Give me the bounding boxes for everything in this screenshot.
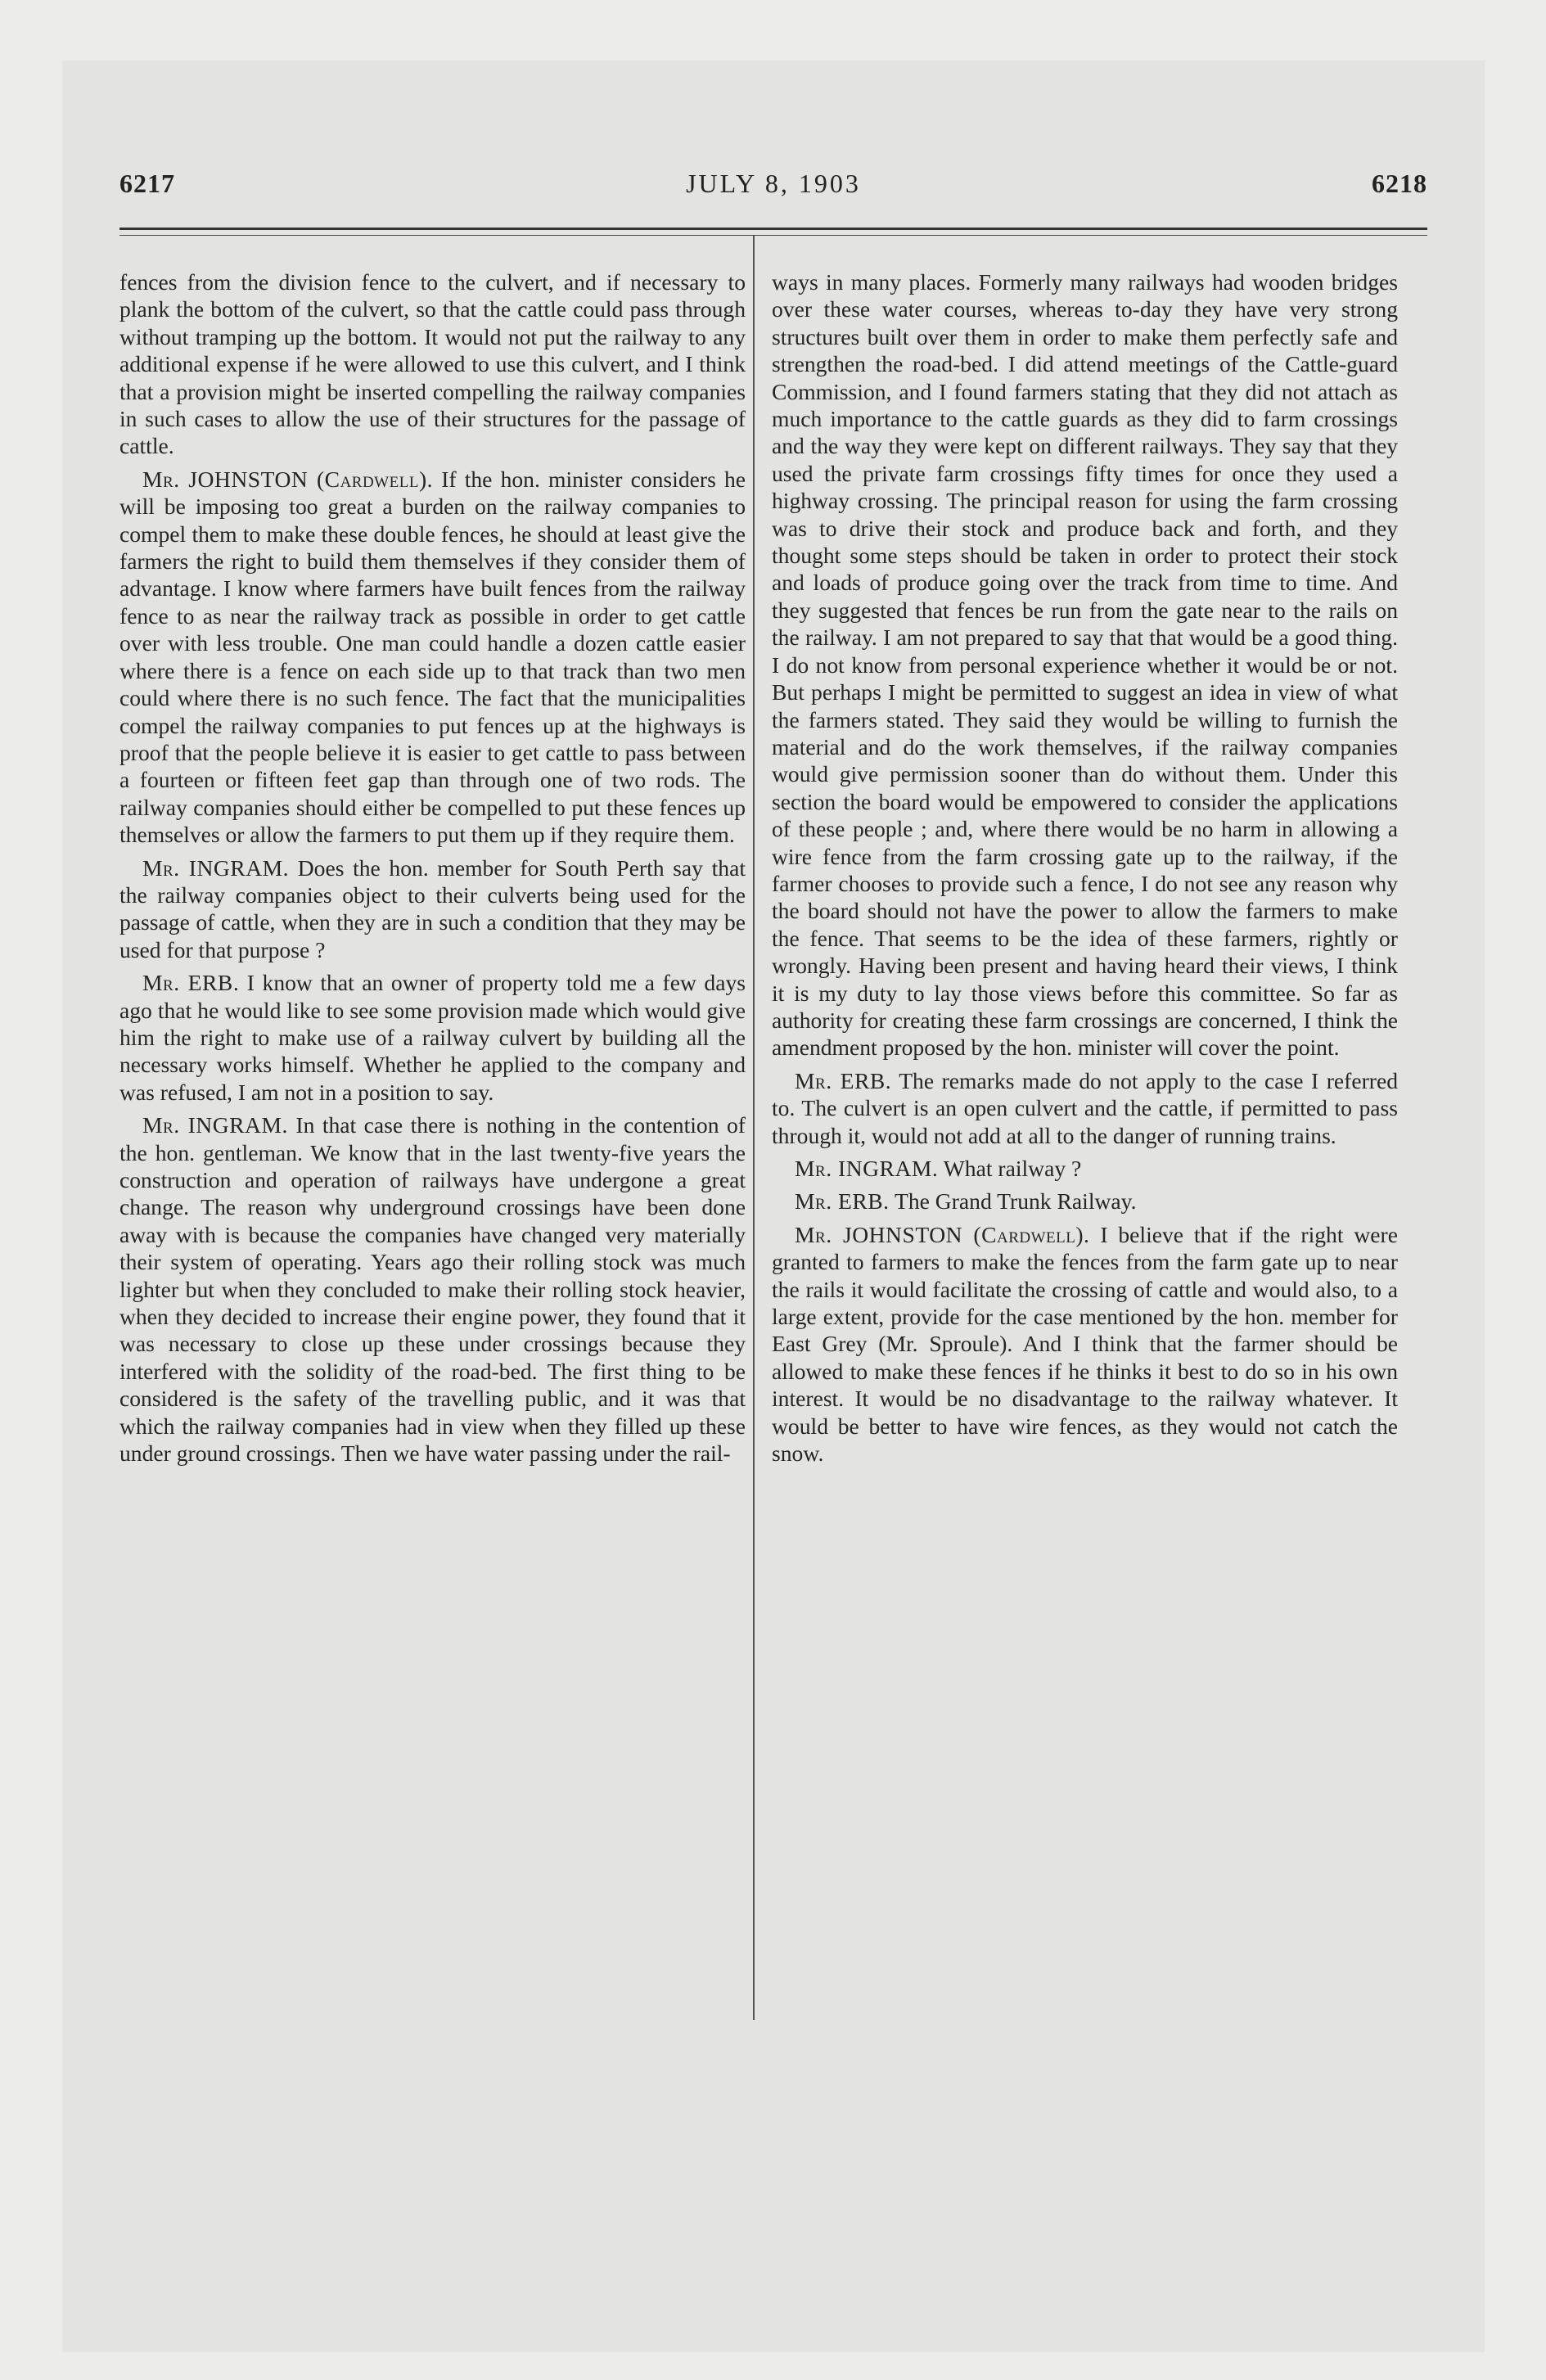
header-page-number-right: 6218 bbox=[1372, 169, 1427, 198]
speaker-name: Mr. JOHNSTON (Cardwell). bbox=[142, 466, 434, 492]
paragraph: ways in many places. Formerly many railways had wooden bridges over these water courses, whereas to-day they have very strong structures built over them in order to make them perfectly safe and strengthen the road-bed. I did attend meetings of the Cattle-guard Commission, and I found farmers stating that they did not attach as much importance to the cattle guards as they did to farm crossings and the way they were kept on different railways. They say that they used the private farm crossings fifty times for once they used a highway crossing. The principal reason for using the farm crossing was to drive their stock and produce back and forth, and they thought some steps should be taken in order to protect their stock and loads of produce going over the track from time to time. And they suggested that fences be run from the gate near to the rails on the railway. I am not prepared to say that that would be a good thing. I do not know from personal experience whether it would be or not. But perhaps I might be permitted to suggest an idea in view of what the farmers stated. They said they would be willing to furnish the material and do the work themselves, if the railway companies would give permission sooner than do without them. Under this section the board would be empowered to consider the applications of these people ; and, where there would be no harm in allowing a wire fence from the farm crossing gate up to the railway, if the farmer chooses to provide such a fence, I do not see any reason why the board should not have the power to allow the farmers to make the fence. That seems to be the idea of these farmers, rightly or wrongly. Having been present and having heard their views, I think it is my duty to lay those views before this committee. So far as authority for creating these farm crossings are concerned, I think the amendment proposed by the hon. minister will cover the point. bbox=[772, 269, 1398, 1061]
speaker-name: Mr. ERB. bbox=[142, 970, 240, 996]
right-column bbox=[772, 268, 1398, 1472]
left-column bbox=[119, 268, 746, 1472]
paragraph: Mr. ERB. The Grand Trunk Railway. bbox=[795, 1188, 1137, 1215]
speaker-name: Mr. JOHNSTON (Cardwell). bbox=[795, 1221, 1090, 1247]
speaker-name: Mr. ERB. bbox=[795, 1188, 890, 1215]
paragraph: Mr. JOHNSTON (Cardwell). If the hon. minister considers he will be imposing too great a burden on the railway companies to compel them to make these double fences, he should at least give the farmers the right to build them themselves if they consider them of advantage. I know where farmers have built fences from the railway fence to as near the railway track as possible in order to get cattle over with less trouble. One man could handle a dozen cattle easier where there is a fence on each side up to that track than two men could where there is no such fence. The fact that the municipalities compel the railway companies to put fences up at the highways is proof that the people believe it is easier to get cattle to pass between a fourteen or fifteen feet gap than through one of two rods. The railway companies should either be compelled to put these fences up themselves or allow the farmers to put them up if they require them. bbox=[119, 466, 746, 848]
speaker-name: Mr. ERB. bbox=[795, 1067, 892, 1093]
page-header bbox=[119, 169, 1427, 210]
scanned-page bbox=[62, 61, 1485, 2352]
speaker-name: Mr. INGRAM. bbox=[142, 1112, 288, 1138]
paragraph: Mr. INGRAM. Does the hon. member for South Perth say that the railway companies object to their culverts being used for the passage of cattle, when they are in such a condition that they may be used for that purpose ? bbox=[119, 854, 746, 962]
paragraph: Mr. INGRAM. In that case there is nothing in the contention of the hon. gentleman. We know that in the last twenty-five years the construction and operation of railways have undergone a great change. The reason why underground crossings have been done away with is because the companies have changed very materially their system of operating. Years ago their rolling stock was much lighter but when they concluded to make their rolling stock heavier, when they decided to increase their engine power, they found that it was necessary to close up these under crossings because they interfered with the solidity of the road-bed. The first thing to be considered is the safety of the travelling public, and it was that which the railway companies had in view when they filled up these under ground crossings. Then we have water passing under the rail- bbox=[119, 1112, 746, 1467]
paragraph: Mr. JOHNSTON (Cardwell). I believe that if the right were granted to farmers to make the fences from the farm gate up to near the rails it would facilitate the crossing of cattle and would also, to a large extent, provide for the case mentioned by the hon. member for East Grey (Mr. Sproule). And I think that the farmer should be allowed to make these fences if he thinks it best to do so in his own interest. It would be no disadvantage to the railway whatever. It would be better to have wire fences, as they would not catch the snow. bbox=[772, 1221, 1398, 1467]
header-date: JULY 8, 1903 bbox=[686, 169, 861, 198]
paragraph: fences from the division fence to the culvert, and if necessary to plank the bottom of the culvert, so that the cattle could pass through without tramping up the bottom. It would not put the railway to any additional expense if he were allowed to use this culvert, and I think that a provision might be inserted compelling the railway companies in such cases to allow the use of their structures for the passage of cattle. bbox=[119, 269, 746, 459]
paragraph: Mr. ERB. The remarks made do not apply to the case I referred to. The culvert is an open culvert and the cattle, if permitted to pass through it, would not add at all to the danger of running trains. bbox=[772, 1067, 1398, 1148]
speaker-name: Mr. INGRAM. bbox=[142, 854, 290, 881]
speaker-name: Mr. INGRAM. bbox=[795, 1156, 939, 1181]
paragraph: Mr. INGRAM. What railway ? bbox=[795, 1156, 1082, 1181]
column-divider bbox=[753, 236, 755, 2020]
header-rule bbox=[119, 228, 1427, 236]
paragraph: Mr. ERB. I know that an owner of property told me a few days ago that he would like to see some provision made which would give him the right to make use of a railway culvert by building all the necessary works himself. Whether he applied to the company and was refused, I am not in a position to say. bbox=[119, 970, 746, 1105]
header-page-number-left: 6217 bbox=[119, 169, 175, 198]
